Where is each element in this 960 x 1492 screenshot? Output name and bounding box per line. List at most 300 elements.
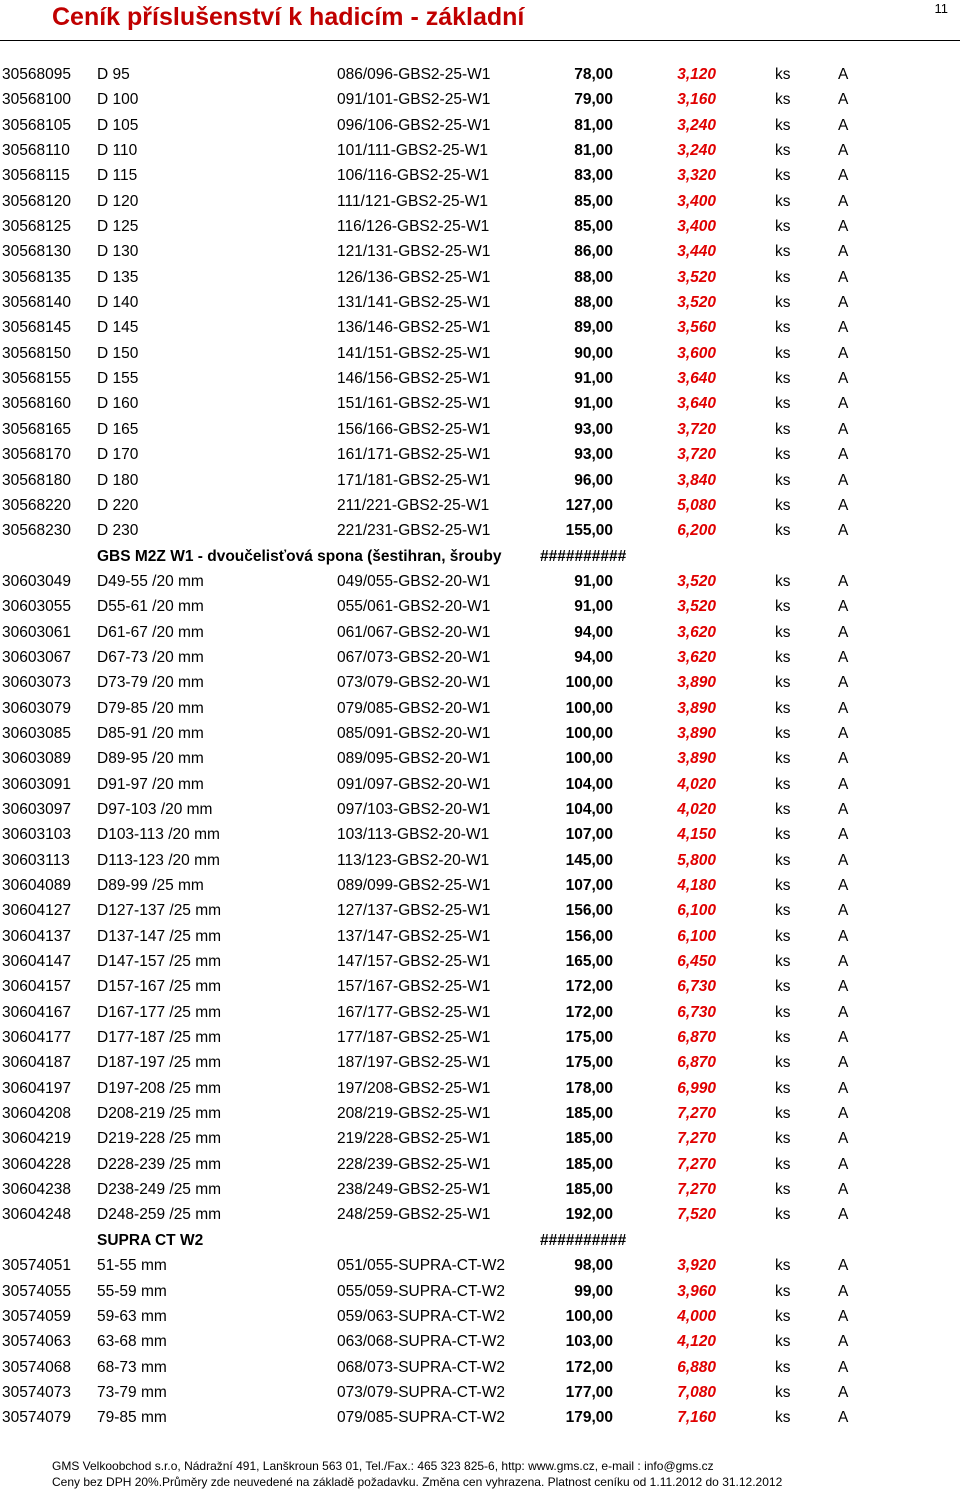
item-code: 30603103 [2,826,71,844]
table-row [0,1304,960,1329]
table-row [0,1202,960,1227]
item-code: 30568220 [2,496,71,514]
item-price: 3,560 [677,319,716,337]
item-category: A [838,1383,849,1401]
item-unit: ks [775,1282,791,1300]
item-code: 30604127 [2,902,71,920]
item-base-price: 91,00 [574,572,613,590]
item-code: 30603091 [2,775,71,793]
item-type: 091/101-GBS2-25-W1 [337,91,491,109]
footer-note-line: Ceny bez DPH 20%.Průměry zde neuvedené na základě požadavku. Změna cen vyhrazena. Platnost ceníku od 1.11.2012 do 31.12.2012 [52,1475,783,1489]
item-name: D177-187 /25 mm [97,1029,222,1047]
item-price: 4,120 [677,1333,716,1351]
table-row [0,1076,960,1101]
item-name: D 110 [97,142,138,160]
item-price: 4,000 [677,1307,716,1325]
item-code: 30568135 [2,268,71,286]
table-row [0,163,960,188]
item-name: 51-55 mm [97,1257,167,1275]
item-code: 30604089 [2,877,71,894]
item-category: A [838,319,849,337]
item-base-price: 88,00 [574,294,613,312]
item-name: D 180 [97,471,139,489]
table-row [0,721,960,746]
item-price: 3,720 [677,420,716,438]
item-unit: ks [775,927,791,945]
table-row [0,366,960,391]
table-row [0,1000,960,1025]
item-price: 3,320 [677,167,716,185]
item-type: 073/079-GBS2-20-W1 [337,674,491,692]
section-header-row [0,544,960,569]
item-code: 30568115 [2,167,70,185]
item-price: 6,450 [677,953,716,971]
item-code: 30603061 [2,623,71,641]
item-base-price: 86,00 [574,243,613,261]
item-base-price: 94,00 [574,623,613,641]
item-base-price: 192,00 [565,1206,613,1224]
table-row [0,138,960,163]
table-row [0,62,960,87]
item-category: A [838,902,849,920]
table-row [0,417,960,442]
item-unit: ks [775,1333,791,1351]
item-code: 30603079 [2,699,71,717]
item-base-price: 185,00 [565,1155,613,1173]
item-unit: ks [775,623,791,641]
item-category: A [838,1409,849,1427]
item-price: 6,990 [677,1079,716,1097]
item-category: A [838,1054,849,1072]
item-base-price: 156,00 [565,902,613,920]
item-price: 6,100 [677,927,716,945]
item-type: 147/157-GBS2-25-W1 [337,953,491,971]
item-price: 3,520 [677,572,716,590]
item-code: 30568095 [2,66,71,83]
item-name: 68-73 mm [97,1358,167,1376]
item-category: A [838,674,849,692]
item-base-price: 100,00 [565,750,613,768]
item-category: A [838,800,849,818]
item-category: A [838,1333,849,1351]
item-unit: ks [775,370,791,388]
item-unit: ks [775,1257,791,1275]
item-name: D 95 [97,66,130,83]
item-price: 7,080 [677,1383,716,1401]
item-code: 30604177 [2,1029,71,1047]
item-price: 6,870 [677,1054,716,1072]
item-unit: ks [775,1155,791,1173]
item-category: A [838,877,849,894]
item-unit: ks [775,877,791,894]
item-category: A [838,243,849,261]
table-row [0,1279,960,1304]
item-type: 187/197-GBS2-25-W1 [337,1054,491,1072]
item-code: 30568165 [2,420,71,438]
item-unit: ks [775,1079,791,1097]
item-price: 3,600 [677,344,716,362]
item-base-price: 83,00 [574,167,613,185]
item-code: 30568145 [2,319,71,337]
item-base-price: 98,00 [574,1257,613,1275]
item-name: D187-197 /25 mm [97,1054,222,1072]
item-base-price: 93,00 [574,420,613,438]
item-type: 055/061-GBS2-20-W1 [337,598,491,616]
item-price: 5,800 [677,851,716,869]
item-base-price: 100,00 [565,724,613,742]
item-name: D 155 [97,370,139,388]
item-type: 219/228-GBS2-25-W1 [337,1130,491,1148]
item-code: 30568125 [2,218,71,236]
item-code: 30574079 [2,1409,71,1427]
item-code: 30604157 [2,978,71,996]
item-price: 7,520 [677,1206,716,1224]
item-code: 30574059 [2,1307,71,1325]
table-row [0,518,960,543]
item-type: 136/146-GBS2-25-W1 [337,319,491,337]
item-unit: ks [775,192,791,210]
item-price: 4,020 [677,800,716,818]
item-code: 30604208 [2,1105,71,1123]
item-unit: ks [775,775,791,793]
item-type: 161/171-GBS2-25-W1 [337,446,491,464]
item-name: D157-167 /25 mm [97,978,222,996]
item-unit: ks [775,1383,791,1401]
item-category: A [838,851,849,869]
item-price: 3,620 [677,648,716,666]
item-price: 3,720 [677,446,716,464]
item-base-price: 145,00 [565,851,613,869]
item-unit: ks [775,572,791,590]
section-price-placeholder: ########## [540,547,627,565]
price-table [0,62,960,1431]
table-row [0,949,960,974]
item-name: D 130 [97,243,139,261]
item-base-price: 175,00 [565,1054,613,1072]
item-type: 113/123-GBS2-20-W1 [337,851,490,869]
item-unit: ks [775,1054,791,1072]
table-row [0,493,960,518]
item-price: 3,400 [677,192,716,210]
section-title: SUPRA CT W2 [97,1231,204,1249]
item-category: A [838,66,849,83]
table-row [0,1101,960,1126]
item-name: D89-95 /20 mm [97,750,204,768]
item-price: 5,080 [677,496,716,514]
item-price: 3,620 [677,623,716,641]
item-type: 238/249-GBS2-25-W1 [337,1181,491,1199]
page-title: Ceník příslušenství k hadicím - základní [52,3,525,31]
item-base-price: 78,00 [574,66,613,83]
item-name: D55-61 /20 mm [97,598,204,616]
table-row [0,873,960,898]
item-category: A [838,167,849,185]
item-code: 30568150 [2,344,71,362]
item-category: A [838,724,849,742]
item-name: D61-67 /20 mm [97,623,204,641]
item-type: 116/126-GBS2-25-W1 [337,218,490,236]
item-type: 126/136-GBS2-25-W1 [337,268,491,286]
item-unit: ks [775,268,791,286]
item-name: D137-147 /25 mm [97,927,222,945]
table-row [0,1329,960,1354]
item-code: 30603097 [2,800,71,818]
item-price: 3,520 [677,598,716,616]
item-code: 30568160 [2,395,71,413]
item-price: 3,890 [677,674,716,692]
item-base-price: 88,00 [574,268,613,286]
item-category: A [838,572,849,590]
table-row [0,620,960,645]
table-row [0,239,960,264]
item-unit: ks [775,750,791,768]
item-category: A [838,1003,849,1021]
item-type: 091/097-GBS2-20-W1 [337,775,491,793]
item-price: 7,270 [677,1130,716,1148]
item-code: 30568140 [2,294,71,312]
item-category: A [838,1206,849,1224]
item-price: 7,270 [677,1155,716,1173]
item-price: 7,270 [677,1181,716,1199]
item-category: A [838,1155,849,1173]
item-unit: ks [775,800,791,818]
item-base-price: 172,00 [565,1003,613,1021]
item-type: 137/147-GBS2-25-W1 [337,927,491,945]
item-category: A [838,496,849,514]
item-unit: ks [775,598,791,616]
item-type: 248/259-GBS2-25-W1 [337,1206,491,1224]
item-base-price: 185,00 [565,1130,613,1148]
item-type: 049/055-GBS2-20-W1 [337,572,491,590]
table-row [0,442,960,467]
item-name: D 220 [97,496,139,514]
item-category: A [838,953,849,971]
item-type: 141/151-GBS2-25-W1 [337,344,491,362]
item-unit: ks [775,1003,791,1021]
item-category: A [838,116,849,134]
item-name: D 140 [97,294,139,312]
item-price: 4,150 [677,826,716,844]
item-unit: ks [775,826,791,844]
item-name: D 135 [97,268,139,286]
item-base-price: 165,00 [565,953,613,971]
page-number: 11 [934,1,948,16]
table-row [0,772,960,797]
item-type: 079/085-GBS2-20-W1 [337,699,491,717]
table-row [0,189,960,214]
item-price: 3,890 [677,750,716,768]
item-category: A [838,1029,849,1047]
item-base-price: 99,00 [574,1282,613,1300]
item-name: D147-157 /25 mm [97,953,222,971]
table-row [0,898,960,923]
item-category: A [838,91,849,109]
item-name: D113-123 /20 mm [97,851,220,869]
item-type: 197/208-GBS2-25-W1 [337,1079,491,1097]
item-category: A [838,750,849,768]
item-unit: ks [775,116,791,134]
table-row [0,341,960,366]
item-name: D248-259 /25 mm [97,1206,222,1224]
item-category: A [838,294,849,312]
item-name: D238-249 /25 mm [97,1181,222,1199]
item-unit: ks [775,167,791,185]
table-row [0,87,960,112]
item-name: D89-99 /25 mm [97,877,204,894]
item-name: D228-239 /25 mm [97,1155,222,1173]
item-name: 79-85 mm [97,1409,167,1427]
item-code: 30568230 [2,522,71,540]
item-unit: ks [775,1029,791,1047]
item-category: A [838,1307,849,1325]
item-code: 30574068 [2,1358,71,1376]
item-name: D 230 [97,522,139,540]
item-name: 55-59 mm [97,1282,167,1300]
item-price: 3,840 [677,471,716,489]
item-base-price: 179,00 [565,1409,613,1427]
table-row [0,1050,960,1075]
item-base-price: 175,00 [565,1029,613,1047]
item-unit: ks [775,724,791,742]
item-unit: ks [775,142,791,160]
item-category: A [838,395,849,413]
item-name: D 160 [97,395,139,413]
table-row [0,391,960,416]
item-category: A [838,370,849,388]
item-code: 30574051 [2,1257,71,1275]
item-type: 061/067-GBS2-20-W1 [337,623,491,641]
item-type: 151/161-GBS2-25-W1 [337,395,491,413]
item-category: A [838,826,849,844]
item-category: A [838,598,849,616]
item-price: 6,100 [677,902,716,920]
item-code: 30603073 [2,674,71,692]
item-type: 156/166-GBS2-25-W1 [337,420,491,438]
item-price: 6,730 [677,1003,716,1021]
table-row [0,645,960,670]
item-base-price: 185,00 [565,1105,613,1123]
item-name: D 120 [97,192,139,210]
item-code: 30604228 [2,1155,71,1173]
item-category: A [838,420,849,438]
item-name: 73-79 mm [97,1383,167,1401]
table-row [0,1177,960,1202]
item-type: 089/099-GBS2-25-W1 [337,877,491,894]
item-category: A [838,522,849,540]
item-code: 30568155 [2,370,71,388]
item-price: 3,520 [677,268,716,286]
table-row [0,974,960,999]
item-code: 30603055 [2,598,71,616]
item-category: A [838,648,849,666]
item-unit: ks [775,1105,791,1123]
table-row [0,924,960,949]
item-category: A [838,927,849,945]
item-type: 171/181-GBS2-25-W1 [337,471,491,489]
item-unit: ks [775,1181,791,1199]
item-type: 086/096-GBS2-25-W1 [337,66,491,83]
item-code: 30604167 [2,1003,71,1021]
item-type: 067/073-GBS2-20-W1 [337,648,491,666]
item-name: D208-219 /25 mm [97,1105,222,1123]
table-row [0,1126,960,1151]
item-type: 177/187-GBS2-25-W1 [337,1029,491,1047]
item-code: 30603049 [2,572,71,590]
item-type: 051/055-SUPRA-CT-W2 [337,1257,505,1275]
item-code: 30574063 [2,1333,71,1351]
item-name: D 170 [97,446,139,464]
item-code: 30603089 [2,750,71,768]
item-unit: ks [775,496,791,514]
item-category: A [838,978,849,996]
item-name: D49-55 /20 mm [97,572,204,590]
item-unit: ks [775,243,791,261]
item-price: 3,400 [677,218,716,236]
item-category: A [838,1079,849,1097]
item-base-price: 100,00 [565,674,613,692]
item-unit: ks [775,648,791,666]
item-type: 106/116-GBS2-25-W1 [337,167,490,185]
table-row [0,1152,960,1177]
item-code: 30568130 [2,243,71,261]
table-row [0,569,960,594]
table-row [0,696,960,721]
item-unit: ks [775,851,791,869]
table-row [0,290,960,315]
item-code: 30568170 [2,446,71,464]
table-row [0,113,960,138]
item-type: 059/063-SUPRA-CT-W2 [337,1307,505,1325]
item-unit: ks [775,1409,791,1427]
item-unit: ks [775,446,791,464]
item-price: 6,870 [677,1029,716,1047]
item-unit: ks [775,1130,791,1148]
item-unit: ks [775,902,791,920]
item-unit: ks [775,1358,791,1376]
item-base-price: 94,00 [574,648,613,666]
item-type: 055/059-SUPRA-CT-W2 [337,1282,505,1300]
item-category: A [838,471,849,489]
item-base-price: 91,00 [574,370,613,388]
item-type: 068/073-SUPRA-CT-W2 [337,1358,505,1376]
item-price: 3,890 [677,699,716,717]
item-base-price: 85,00 [574,218,613,236]
item-unit: ks [775,319,791,337]
item-name: D97-103 /20 mm [97,800,213,818]
item-base-price: 107,00 [565,877,613,894]
item-type: 228/239-GBS2-25-W1 [337,1155,491,1173]
item-base-price: 156,00 [565,927,613,945]
header-divider [0,40,960,41]
item-base-price: 104,00 [565,775,613,793]
table-row [0,1405,960,1430]
item-base-price: 90,00 [574,344,613,362]
item-base-price: 81,00 [574,116,613,134]
item-code: 30568180 [2,471,71,489]
item-base-price: 155,00 [565,522,613,540]
item-code: 30568105 [2,116,71,134]
item-price: 7,160 [677,1409,716,1427]
footer-company-line: GMS Velkoobchod s.r.o, Nádražní 491, Lanškroun 563 01, Tel./Fax.: 465 323 825-6, http: www.gms.cz, e-mail : info@gms.cz [52,1459,714,1473]
item-unit: ks [775,218,791,236]
item-category: A [838,1358,849,1376]
item-name: D 125 [97,218,139,236]
item-name: D 145 [97,319,139,337]
item-type: 063/068-SUPRA-CT-W2 [337,1333,505,1351]
item-base-price: 107,00 [565,826,613,844]
item-code: 30603085 [2,724,71,742]
item-price: 3,440 [677,243,716,261]
